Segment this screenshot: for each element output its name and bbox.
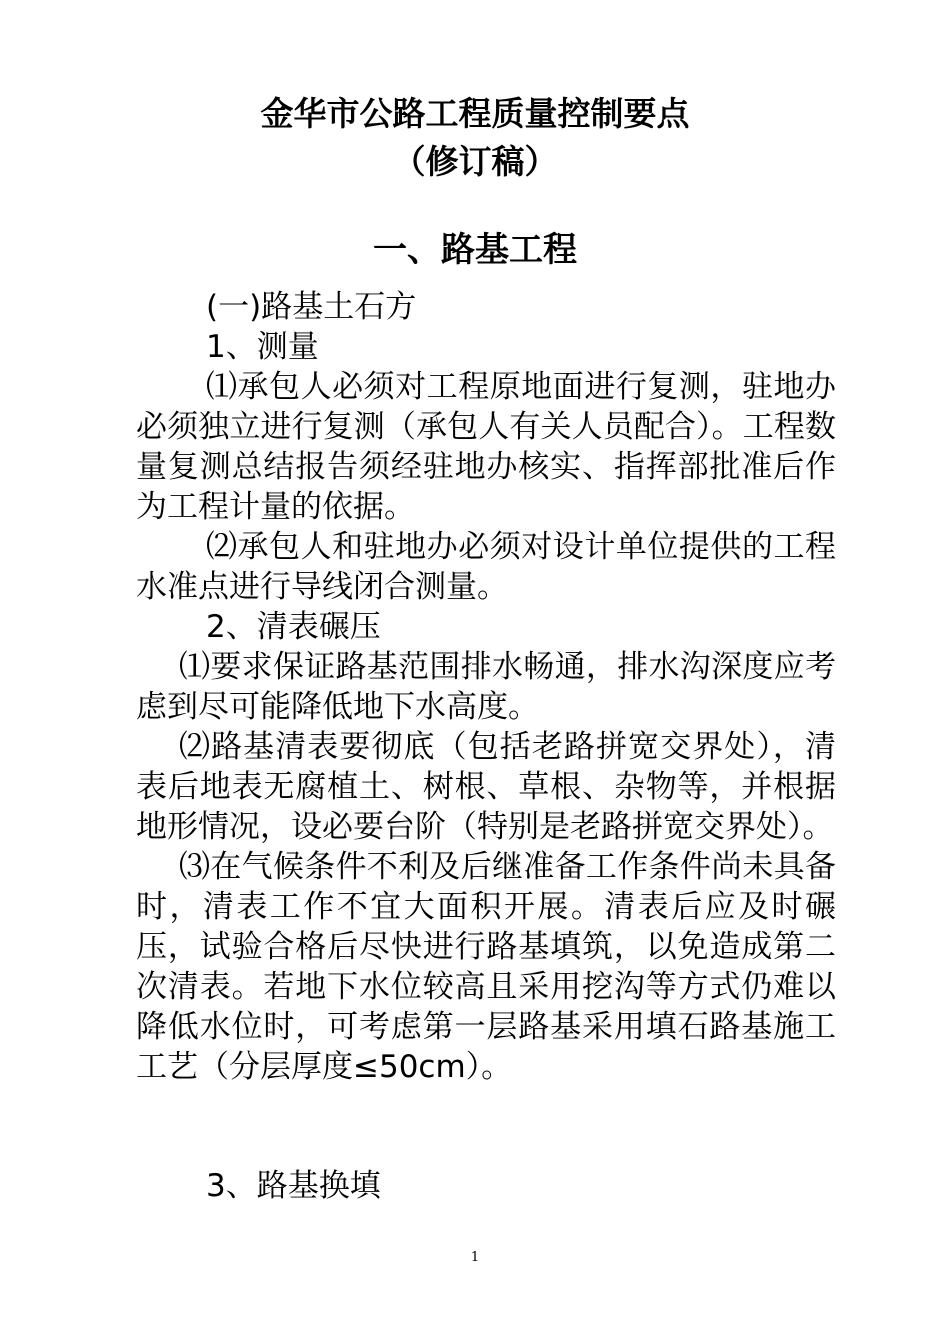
item-heading: 3、路基换填: [206, 1168, 381, 1204]
item-heading: 1、测量: [206, 329, 319, 365]
document-subtitle: （修订稿）: [392, 142, 558, 181]
paragraph: ⑵承包人和驻地办必须对设计单位提供的工程水准点进行导线闭合测量。: [136, 529, 836, 605]
paragraph: ⑴要求保证路基范围排水畅通，排水沟深度应考虑到尽可能降低地下水高度。: [136, 649, 836, 725]
item-heading: 2、清表碾压: [206, 609, 381, 645]
paragraph: ⑴承包人必须对工程原地面进行复测，驻地办必须独立进行复测（承包人有关人员配合）。工程数量复测总结报告须经驻地办核实、指挥部批准后作为工程计量的依据。: [136, 369, 836, 525]
section-heading: 一、路基工程: [373, 230, 577, 270]
subsection-heading: (一)路基土石方: [206, 289, 417, 325]
paragraph-block: [136, 647, 836, 1087]
paragraph: ⑶在气候条件不利及后继准备工作条件尚未具备时，清表工作不宜大面积开展。清表后应及时碾压，试验合格后尽快进行路基填筑，以免造成第二次清表。若地下水位较高且采用挖沟等方式仍难以降低水位时，可考虑第一层路基采用填石路基施工工艺（分层厚度≤50cm）。: [136, 849, 836, 1085]
page-number: 1: [470, 1250, 480, 1265]
document-title: 金华市公路工程质量控制要点: [260, 94, 690, 133]
paragraph: ⑵路基清表要彻底（包括老路拼宽交界处），清表后地表无腐植土、树根、草根、杂物等，并根据地形情况，设必要台阶（特别是老路拼宽交界处）。: [136, 729, 836, 845]
paragraph-block: [136, 367, 836, 607]
